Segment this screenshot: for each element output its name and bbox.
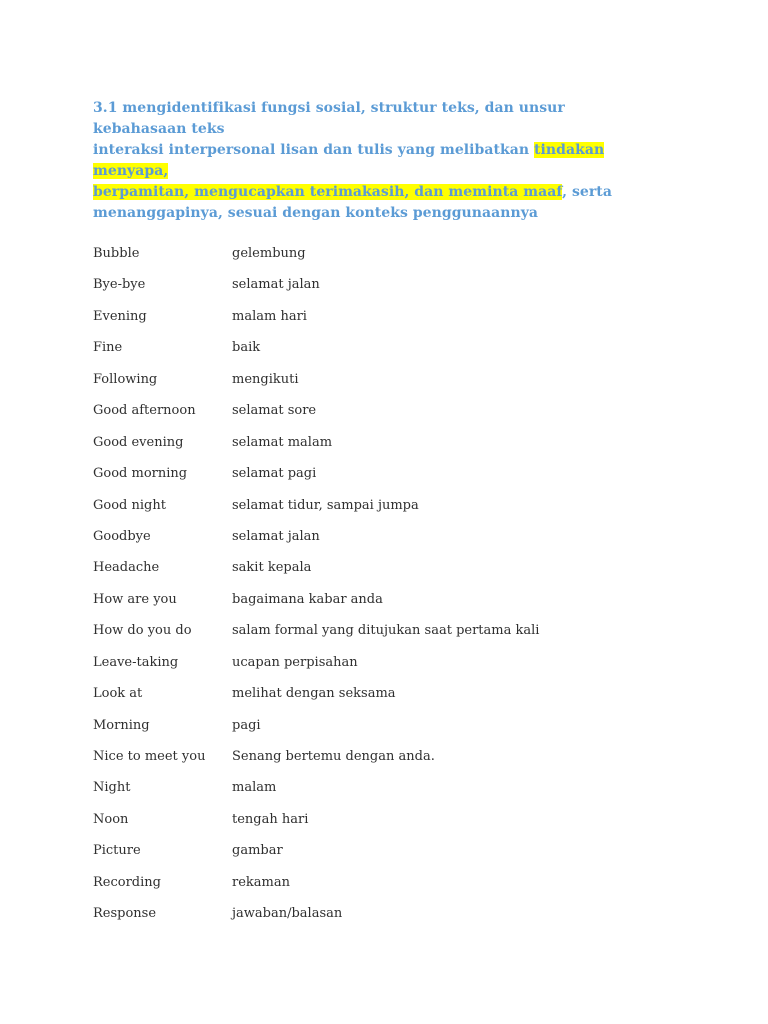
vocabulary-meaning: tengah hari — [232, 811, 309, 827]
vocabulary-term: Picture — [93, 843, 141, 859]
vocabulary-term: Evening — [93, 308, 147, 324]
vocabulary-row — [93, 338, 693, 369]
vocabulary-meaning: mengikuti — [232, 371, 299, 387]
vocabulary-meaning: ucapan perpisahan — [232, 654, 358, 670]
vocabulary-meaning: sakit kepala — [232, 560, 312, 576]
vocabulary-meaning: pagi — [232, 717, 261, 733]
vocabulary-term: Good evening — [93, 434, 184, 450]
vocabulary-term: Good afternoon — [93, 403, 196, 419]
vocabulary-term: Fine — [93, 340, 123, 356]
vocabulary-meaning: bagaimana kabar anda — [232, 591, 383, 607]
heading-highlight-2: berpamitan, mengucapkan terimakasih, dan meminta maaf — [93, 184, 563, 200]
vocabulary-row — [93, 558, 693, 589]
vocabulary-term: Good morning — [93, 466, 188, 482]
vocabulary-meaning: selamat sore — [232, 403, 317, 419]
vocabulary-term: Night — [93, 780, 131, 796]
vocabulary-term: Look at — [93, 686, 143, 702]
vocabulary-row — [93, 873, 693, 904]
vocabulary-term: How do you do — [93, 623, 192, 639]
vocabulary-term: Response — [93, 906, 157, 922]
vocabulary-row — [93, 527, 693, 558]
vocabulary-row — [93, 496, 693, 527]
vocabulary-meaning: baik — [232, 340, 261, 356]
heading-line-1: 3.1 mengidentifikasi fungsi sosial, struktur teks, dan unsur kebahasaan teks — [93, 100, 565, 137]
vocabulary-row — [93, 275, 693, 306]
heading-line-4: menanggapinya, sesuai dengan konteks penggunaannya — [93, 205, 539, 221]
vocabulary-term: Recording — [93, 874, 161, 890]
vocabulary-list — [93, 244, 693, 936]
vocabulary-row — [93, 370, 693, 401]
vocabulary-meaning: malam — [232, 780, 277, 796]
vocabulary-term: Noon — [93, 811, 129, 827]
vocabulary-term: How are you — [93, 591, 177, 607]
vocabulary-term: Good night — [93, 497, 166, 513]
vocabulary-meaning: salam formal yang ditujukan saat pertama kali — [232, 623, 540, 639]
vocabulary-row — [93, 621, 693, 652]
heading-highlight-1: tindakan menyapa, — [93, 142, 605, 179]
vocabulary-meaning: jawaban/balasan — [232, 906, 343, 922]
vocabulary-meaning: selamat pagi — [232, 466, 317, 482]
vocabulary-meaning: rekaman — [232, 874, 290, 890]
vocabulary-row — [93, 904, 693, 935]
vocabulary-meaning: selamat jalan — [232, 528, 320, 544]
vocabulary-meaning: melihat dengan seksama — [232, 686, 396, 702]
vocabulary-meaning: selamat tidur, sampai jumpa — [232, 497, 419, 513]
vocabulary-term: Bye-bye — [93, 277, 146, 293]
vocabulary-row — [93, 590, 693, 621]
vocabulary-meaning: gelembung — [232, 246, 306, 261]
vocabulary-row — [93, 653, 693, 684]
vocabulary-term: Bubble — [93, 246, 140, 261]
vocabulary-term: Goodbye — [93, 528, 151, 544]
vocabulary-meaning: malam hari — [232, 308, 307, 324]
vocabulary-meaning: Senang bertemu dengan anda. — [232, 749, 435, 764]
vocabulary-row — [93, 716, 693, 747]
vocabulary-row — [93, 747, 693, 778]
vocabulary-row — [93, 810, 693, 841]
vocabulary-term: Morning — [93, 717, 150, 733]
vocabulary-row — [93, 684, 693, 715]
vocabulary-row — [93, 464, 693, 495]
vocabulary-row — [93, 841, 693, 872]
vocabulary-term: Following — [93, 371, 158, 387]
vocabulary-row — [93, 778, 693, 809]
vocabulary-term: Headache — [93, 560, 160, 576]
vocabulary-meaning: gambar — [232, 843, 283, 859]
vocabulary-term: Nice to meet you — [93, 749, 206, 764]
heading-line-2: interaksi interpersonal lisan dan tulis yang melibatkan — [93, 142, 535, 158]
vocabulary-meaning: selamat jalan — [232, 277, 320, 293]
vocabulary-meaning: selamat malam — [232, 434, 333, 450]
competency-heading — [93, 98, 653, 224]
vocabulary-row — [93, 307, 693, 338]
vocabulary-row — [93, 401, 693, 432]
heading-line-3: , serta — [562, 184, 612, 200]
vocabulary-row — [93, 433, 693, 464]
vocabulary-term: Leave-taking — [93, 654, 179, 670]
vocabulary-row — [93, 244, 693, 275]
